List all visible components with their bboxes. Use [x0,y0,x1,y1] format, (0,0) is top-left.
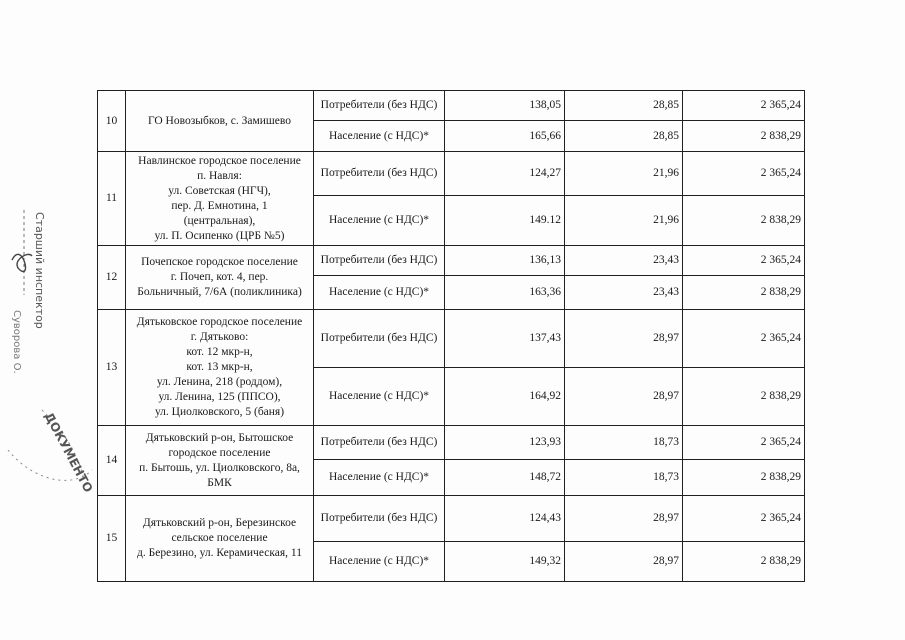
value-cell: 2 838,29 [683,196,805,246]
value-cell: 2 365,24 [683,496,805,542]
value-cell: 28,97 [565,310,683,368]
place-line: д. Березино, ул. Керамическая, 11 [137,547,302,559]
value-cell: 21,96 [565,196,683,246]
place-line: ГО Новозыбков, с. Замишево [148,114,291,127]
place-line: Дятьковский р-он, Березинское [142,517,297,529]
place-line: г. Почеп, кот. 4, пер. [170,271,269,283]
value-cell: 138,05 [445,91,565,121]
value-cell: 164,92 [445,368,565,426]
place-line: г. Дятьково: [190,331,249,343]
value-cell: 2 365,24 [683,426,805,460]
population-group-label: Население (с НДС)* [314,368,445,426]
row-number: 14 [98,426,126,496]
certification-stamp [2,200,97,500]
place-line: Почепское городское поселение [141,256,298,268]
value-cell: 149,32 [445,542,565,582]
place-line: кот. 12 мкр-н, [186,346,253,358]
value-cell: 136,13 [445,246,565,276]
row-number: 10 [98,91,126,152]
value-cell: 2 365,24 [683,246,805,276]
place-line: кот. 13 мкр-н, [186,361,253,373]
population-group-label: Население (с НДС)* [314,121,445,152]
value-cell: 23,43 [565,246,683,276]
value-cell: 28,97 [565,368,683,426]
place-line: пер. Д. Емнотина, 1 [171,199,268,212]
value-cell: 123,93 [445,426,565,460]
table-row [98,310,805,368]
place-line: городское поселение [168,446,271,459]
table-row [98,91,805,121]
consumer-group-label: Потребители (без НДС) [314,152,445,196]
place-line: Дятьковский р-он, Бытошское [145,431,294,444]
place-cell [126,310,314,426]
place-cell [126,152,314,246]
consumer-group-label: Потребители (без НДС) [314,91,445,121]
place-line: (центральная), [183,214,256,227]
place-line: БМК [207,476,232,489]
consumer-group-label: Потребители (без НДС) [314,496,445,542]
value-cell: 124,27 [445,152,565,196]
value-cell: 23,43 [565,276,683,310]
value-cell: 163,36 [445,276,565,310]
stamp-line: Старший инспектор [33,212,46,329]
place-cell [126,426,314,496]
place-line: Дятьковское городское поселение [136,316,303,328]
population-group-label: Население (с НДС)* [314,196,445,246]
place-line: п. Навля: [197,169,242,182]
place-line: ул. П. Осипенко (ЦРБ №5) [154,229,285,242]
value-cell: 2 365,24 [683,310,805,368]
place-cell [126,91,314,152]
value-cell: 2 838,29 [683,121,805,152]
value-cell: 137,43 [445,310,565,368]
value-cell: 28,85 [565,121,683,152]
stamp-line: ДОКУМЕНТО [41,410,96,495]
value-cell: 2 365,24 [683,152,805,196]
place-line: ул. Ленина, 125 (ППСО), [158,391,281,403]
stamp-line: Суворова О. [11,310,22,374]
place-line: Больничный, 7/6А (поликлиника) [137,286,302,298]
consumer-group-label: Потребители (без НДС) [314,426,445,460]
place-cell [126,496,314,582]
place-line: ул. Циолковского, 5 (баня) [154,406,285,418]
table-row [98,152,805,196]
row-number: 11 [98,152,126,246]
value-cell: 18,73 [565,426,683,460]
consumer-group-label: Потребители (без НДС) [314,246,445,276]
place-line: ул. Советская (НГЧ), [168,184,271,197]
place-cell [126,246,314,310]
population-group-label: Население (с НДС)* [314,460,445,496]
row-number: 12 [98,246,126,310]
place-line: ул. Ленина, 218 (роддом), [156,376,283,388]
table-row [98,246,805,276]
value-cell: 165,66 [445,121,565,152]
table-row [98,496,805,542]
value-cell: 124,43 [445,496,565,542]
value-cell: 2 838,29 [683,460,805,496]
table-row [98,426,805,460]
population-group-label: Население (с НДС)* [314,276,445,310]
value-cell: 148,72 [445,460,565,496]
value-cell: 28,97 [565,496,683,542]
value-cell: 2 365,24 [683,91,805,121]
tariff-table [97,90,805,582]
value-cell: 149.12 [445,196,565,246]
place-line: сельское поселение [171,532,268,544]
value-cell: 28,97 [565,542,683,582]
value-cell: 2 838,29 [683,542,805,582]
population-group-label: Население (с НДС)* [314,542,445,582]
value-cell: 28,85 [565,91,683,121]
place-line: п. Бытошь, ул. Циолковского, 8а, [139,461,300,474]
consumer-group-label: Потребители (без НДС) [314,310,445,368]
value-cell: 18,73 [565,460,683,496]
value-cell: 21,96 [565,152,683,196]
value-cell: 2 838,29 [683,368,805,426]
stamp-border-icon [2,200,97,500]
row-number: 15 [98,496,126,582]
row-number: 13 [98,310,126,426]
place-line: Навлинское городское поселение [138,154,301,167]
tariff-table-body [98,91,805,582]
value-cell: 2 838,29 [683,276,805,310]
